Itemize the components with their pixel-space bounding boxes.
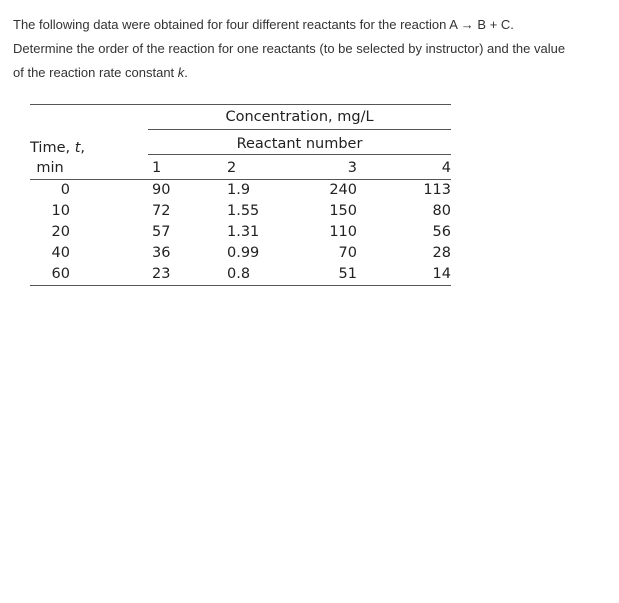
concentration-cell: 14 [432, 266, 451, 282]
concentration-cell: 28 [432, 245, 451, 261]
column-header: 4 [441, 160, 451, 176]
concentration-cell: 70 [338, 245, 357, 261]
text: t [74, 140, 81, 156]
column-header: 2 [227, 160, 237, 176]
divider [148, 129, 451, 130]
concentration-cell: 240 [329, 182, 357, 198]
time-cell: 0 [60, 182, 70, 198]
sub-header: Reactant number [236, 136, 363, 152]
question-line-2: Determine the order of the reaction for one reactants (to be selected by instructor) and the value [13, 41, 566, 56]
concentration-cell: 0.99 [227, 245, 260, 261]
text: . [184, 65, 188, 80]
question-line-3 [13, 61, 613, 85]
time-unit: min [36, 160, 64, 176]
question-text [13, 13, 613, 85]
concentration-cell: 1.9 [227, 182, 251, 198]
concentration-cell: 113 [423, 182, 451, 198]
text: of the reaction rate constant [13, 65, 178, 80]
question-line-1: The following data were obtained for four different reactants for the reaction A → B + C. [13, 17, 514, 32]
group-header: Concentration, mg/L [225, 109, 374, 125]
time-header [30, 139, 85, 157]
concentration-cell: 150 [329, 203, 357, 219]
concentration-cell: 90 [152, 182, 171, 198]
time-cell: 40 [51, 245, 70, 261]
time-cell: 60 [51, 266, 70, 282]
divider [148, 154, 451, 155]
text: , [80, 140, 86, 156]
text: Time, [30, 140, 75, 156]
time-cell: 20 [51, 224, 70, 240]
concentration-cell: 51 [338, 266, 357, 282]
divider [30, 104, 451, 105]
concentration-cell: 56 [432, 224, 451, 240]
concentration-cell: 36 [152, 245, 171, 261]
concentration-cell: 80 [432, 203, 451, 219]
concentration-cell: 23 [152, 266, 171, 282]
time-cell: 10 [51, 203, 70, 219]
concentration-table [30, 104, 451, 286]
concentration-cell: 110 [329, 224, 357, 240]
concentration-cell: 0.8 [227, 266, 251, 282]
divider [30, 179, 451, 180]
column-header: 1 [152, 160, 162, 176]
concentration-cell: 1.55 [227, 203, 260, 219]
concentration-cell: 72 [152, 203, 171, 219]
column-header: 3 [347, 160, 357, 176]
k-symbol: k [177, 65, 185, 80]
divider [30, 285, 451, 286]
concentration-cell: 1.31 [227, 224, 260, 240]
concentration-cell: 57 [152, 224, 171, 240]
